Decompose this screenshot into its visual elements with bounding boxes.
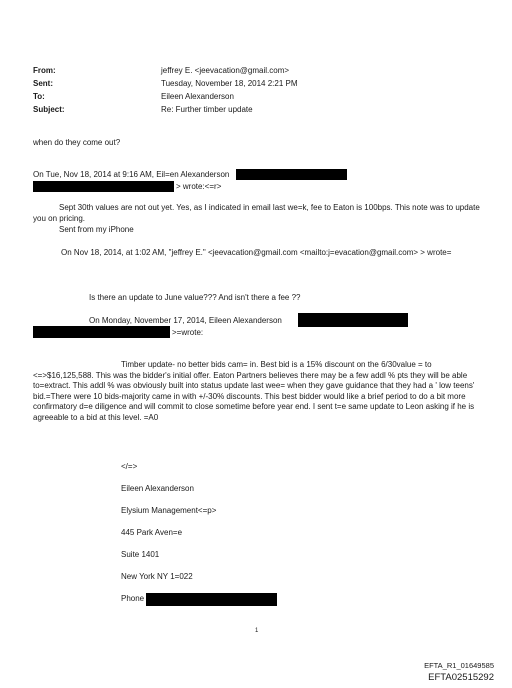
subject-label: Subject: [33,105,65,114]
signature-name: Eileen Alexanderson [121,484,194,493]
redaction-box [33,181,174,192]
from-value: jeffrey E. <jeevacation@gmail.com> [161,66,290,75]
sent-from-line: Sent from my iPhone [59,225,134,234]
to-label: To: [33,92,45,101]
timber-update-paragraph: Timber update- no better bids cam= in. Best bid is a 15% discount on the 6/30value = to <=>$16,125,588. This was the bidder's initial offer. Eaton Partners believes there may be a few addl % pts they will be able to=extract. This addl % was obviously built into status update last wee= when they gave guidance that they had a ' low teens' bid.=There were 10 bids-majority came in with +/-30% discounts. This best bidder would like a brief period to do a bit more confirmatory d=e diligence and will commit to close sometime before year end. I sent t=e same update to Leon asking if he is agreeable to a bid at this level. =A0 [33,360,475,422]
question-line: Is there an update to June value??? And isn't there a fee ?? [89,293,301,302]
reply-line: when do they come out? [33,138,121,147]
signature-address: 445 Park Aven=e [121,528,183,537]
signature-suite: Suite 1401 [121,550,160,559]
from-label: From: [33,66,56,75]
quote1-attribution: On Tue, Nov 18, 2014 at 9:16 AM, Eil=en Alexanderson [33,170,230,179]
quote3-wrote: >=wrote: [172,328,204,337]
sent-value: Tuesday, November 18, 2014 2:21 PM [161,79,298,88]
sent-label: Sent: [33,79,53,88]
signature-phone-label: Phone [121,594,145,603]
quote1-wrote: > wrote:<=r> [176,182,222,191]
signature-city: New York NY 1=022 [121,572,193,581]
bates-number-1: EFTA_R1_01649585 [424,661,494,670]
reply-paragraph-1: Sept 30th values are not out yet. Yes, as I indicated in email last we=k, fee to Eaton is 100bps. This note was to update you on pricing. [33,203,480,223]
to-value: Eileen Alexanderson [161,92,234,101]
redaction-box [33,326,170,338]
bates-number-2: EFTA02515292 [428,672,494,683]
signature-tag: </=> [121,462,138,471]
signature-company: Elysium Management<=p> [121,506,217,515]
subject-value: Re: Further timber update [161,105,253,114]
redaction-box [298,313,408,327]
redaction-box [146,593,277,606]
quote3-attribution: On Monday, November 17, 2014, Eileen Alexanderson [89,316,282,325]
page-number: 1 [255,628,259,634]
redaction-box [236,169,347,180]
quote2-attribution: On Nov 18, 2014, at 1:02 AM, "jeffrey E." <jeevacation@gmail.com <mailto:j=evacation@gmail.com> > wrote= [61,248,452,257]
